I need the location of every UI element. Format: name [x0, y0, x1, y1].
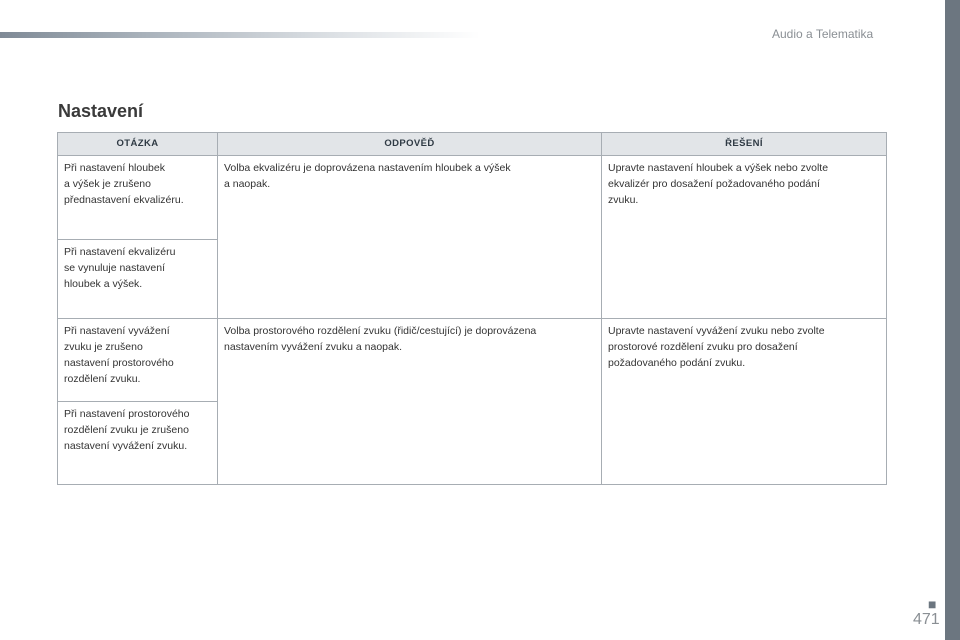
question-cell: Při nastavení prostorového rozdělení zvuku je zrušeno nastavení vyvážení zvuku. — [58, 402, 218, 485]
chapter-title: Audio a Telematika — [772, 27, 874, 41]
solution-cell: Upravte nastavení hloubek a výšek nebo zvolte ekvalizér pro dosažení požadovaného podání zvuku. — [602, 156, 887, 319]
faq-table — [57, 132, 887, 485]
column-header-question: OTÁZKA — [58, 133, 218, 156]
page-edge-bar — [945, 0, 960, 640]
table-row — [58, 156, 887, 240]
question-cell: Při nastavení hloubek a výšek je zrušeno přednastavení ekvalizéru. — [58, 156, 218, 240]
column-header-answer: ODPOVĚĎ — [218, 133, 602, 156]
page-marker: ■ — [928, 596, 937, 612]
column-header-solution: ŘEŠENÍ — [602, 133, 887, 156]
table-header-row — [58, 133, 887, 156]
page-number: 471 — [913, 611, 940, 628]
table-row — [58, 319, 887, 402]
question-cell: Při nastavení ekvalizéru se vynuluje nastavení hloubek a výšek. — [58, 240, 218, 319]
answer-cell: Volba prostorového rozdělení zvuku (řidič/cestující) je doprovázena nastavením vyvážení zvuku a naopak. — [218, 319, 602, 485]
header-decorative-bar — [0, 32, 480, 38]
question-cell: Při nastavení vyvážení zvuku je zrušeno nastavení prostorového rozdělení zvuku. — [58, 319, 218, 402]
answer-cell: Volba ekvalizéru je doprovázena nastavením hloubek a výšek a naopak. — [218, 156, 602, 319]
section-title: Nastavení — [58, 101, 144, 121]
solution-cell: Upravte nastavení vyvážení zvuku nebo zvolte prostorové rozdělení zvuku pro dosažení požadovaného podání zvuku. — [602, 319, 887, 485]
